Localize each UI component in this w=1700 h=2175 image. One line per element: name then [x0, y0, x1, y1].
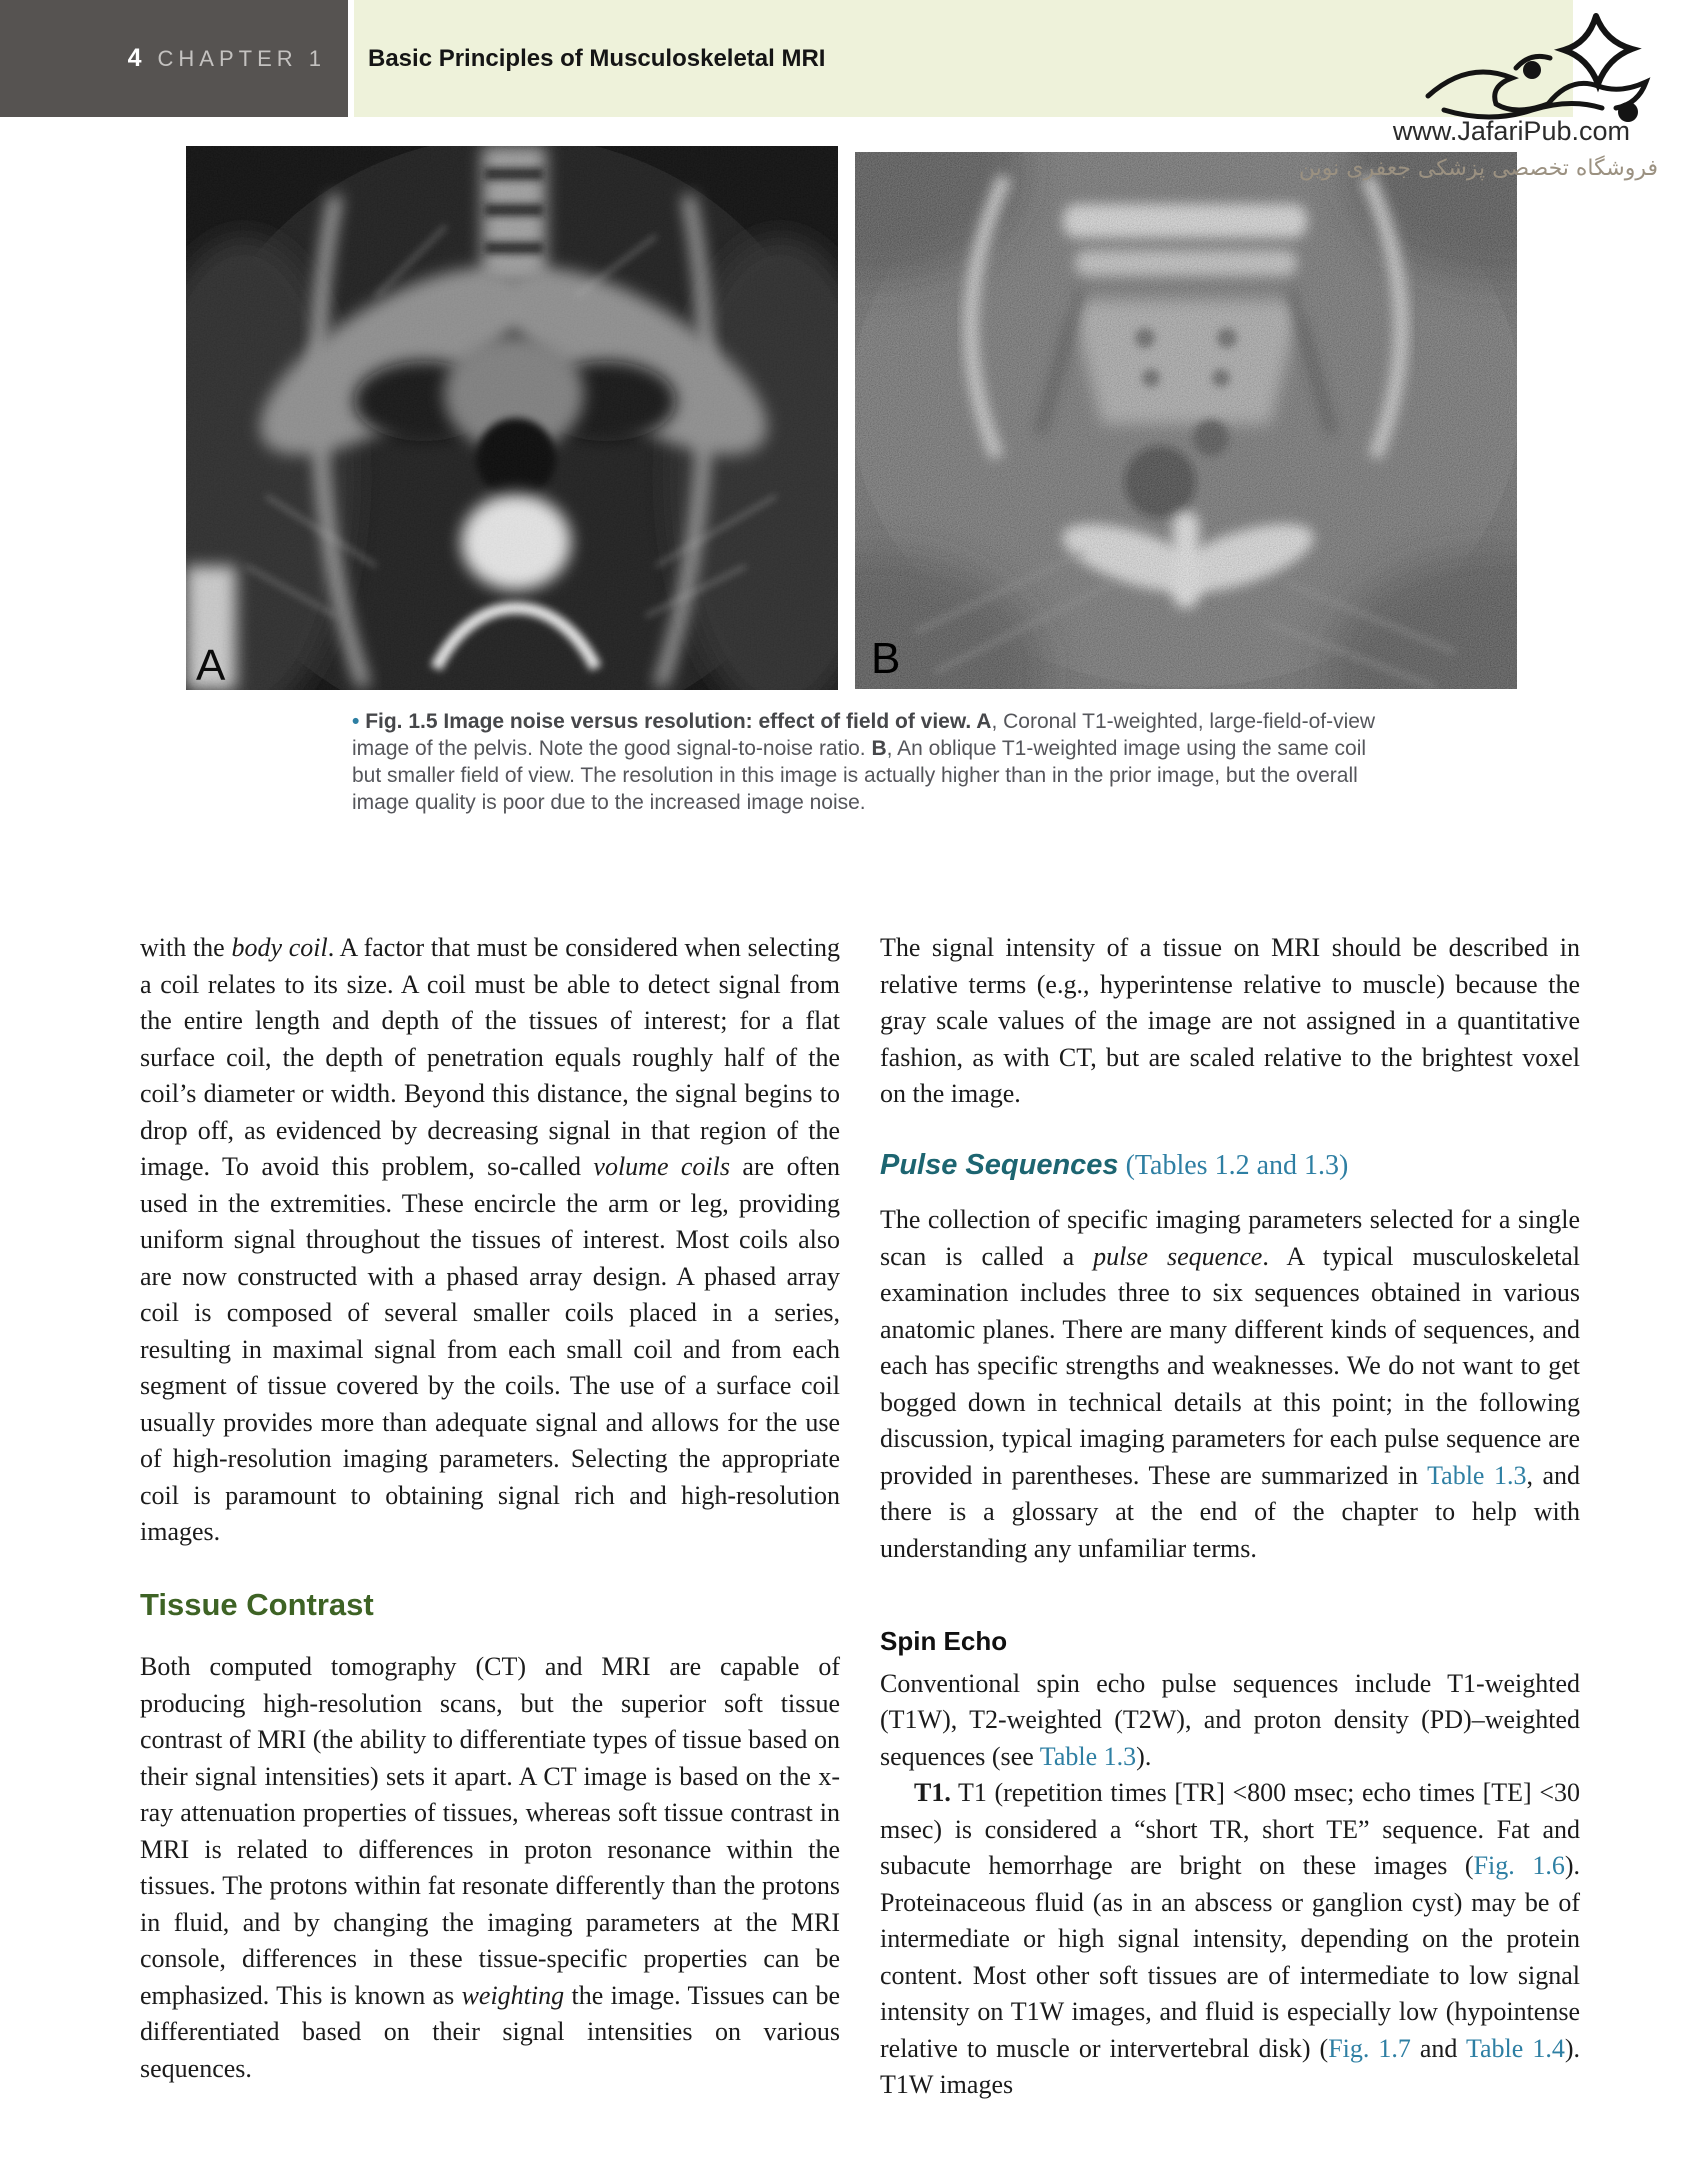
chapter-header-block — [0, 0, 348, 117]
text-segment: T1. — [914, 1778, 951, 1807]
paragraph — [140, 930, 840, 1551]
paragraph — [880, 1775, 1580, 2104]
text-segment: T1 (repetition times [TR] <800 msec; echo times [TE] <30 msec) is considered a “short TR, short TE” sequence. Fat and subacute hemorrhage are bright on these images ( — [880, 1778, 1580, 1880]
mri-panel-a — [186, 146, 838, 690]
text-segment: B — [871, 737, 887, 760]
text-segment: • — [352, 710, 366, 733]
publisher-tagline-farsi: فروشگاه تخصصی پزشکی جعفری نوین — [1298, 156, 1658, 181]
text-segment: weighting — [461, 1980, 565, 2010]
text-segment: and — [1410, 2033, 1466, 2063]
paragraph — [880, 1202, 1580, 1567]
figure-panel-label-a: A — [196, 641, 226, 690]
book-title: Basic Principles of Musculoskeletal MRI — [368, 44, 826, 72]
text-segment: , and there is a glossary at the end of the chapter to help with understanding any unfamiliar terms. — [880, 1460, 1581, 1563]
section-heading-main: Pulse Sequences — [880, 1148, 1119, 1181]
cross-reference-link[interactable]: Fig. 1.6 — [1473, 1851, 1565, 1880]
text-segment: . A factor that must be considered when selecting a coil relates to its size. A coil must be able to detect signal from the entire length and depth of the tissues of interest; for a flat surface coil, the depth of penetration equals roughly half of the coil’s diameter or width. Beyond this distance, the signal begins to drop off, as evidenced by decreasing signal in that region of the image. To avoid this problem, so-called — [140, 933, 841, 1181]
jafaripub-logo-icon — [1420, 12, 1655, 124]
text-segment: Fig. 1.5 — [365, 710, 438, 733]
text-segment: . A typical musculoskeletal examination includes three to six sequences obtained in various anatomic planes. There are many different kinds of sequences, and each has specific strengths and weaknesses. We do not want to get bogged down in technical details at this point; in the following discussion, typical imaging parameters for each pulse sequence are provided in parentheses. These are summarized in — [880, 1241, 1580, 1490]
jafaripub-calligraphy — [1420, 12, 1655, 124]
page-number: 4 — [127, 44, 142, 72]
text-segment: with the — [140, 933, 232, 962]
figure-panel-label-b: B — [871, 634, 901, 683]
publisher-website: www.JafariPub.com — [1392, 116, 1630, 146]
cross-reference-link[interactable]: Table 1.4 — [1465, 2033, 1565, 2063]
text-segment: A — [976, 710, 992, 733]
text-segment: volume coils — [593, 1152, 731, 1181]
text-segment: the image. Tissues can be differentiated based on their signal intensities on various sequences. — [140, 1980, 840, 2083]
text-segment: Conventional spin echo pulse sequences include T1-weighted (T1W), T2-weighted (T2W), and proton density (PD)–weighted sequences (see — [880, 1668, 1580, 1771]
section-heading-pulse-sequences — [880, 1147, 1580, 1185]
body-column-left — [140, 930, 840, 2087]
paragraph — [140, 1649, 840, 2087]
paragraph — [880, 1666, 1580, 1776]
figure-caption — [352, 708, 1392, 816]
text-segment: , Coronal T1-weighted, large-field-of-view image of the pelvis. Note the good signal-to-noise ratio. — [352, 710, 1376, 760]
text-segment: ). Proteinaceous fluid (as in an abscess or ganglion cyst) may be of intermediate or high signal intensity, depending on the protein content. Most other soft tissues are of intermediate to low signal intensity on T1W images, and fluid is especially low (hypointense relative to muscle or intervertebral disk) ( — [880, 1851, 1580, 2063]
text-segment: The collection of specific imaging parameters selected for a single scan is called a — [880, 1205, 1580, 1271]
body-column-right — [880, 930, 1580, 2104]
cross-reference-link[interactable]: Table 1.3 — [1039, 1741, 1137, 1771]
section-heading-table-refs[interactable]: (Tables 1.2 and 1.3) — [1118, 1149, 1349, 1181]
mri-panel-b — [855, 152, 1517, 689]
mri-scan-a-image — [186, 146, 838, 690]
text-segment: , An oblique T1-weighted image using the same coil but smaller field of view. The resolution in this image is actually higher than in the prior image, but the overall image quality is poor due to the increased image noise. — [352, 737, 1367, 814]
subsection-heading-spin-echo: Spin Echo — [880, 1626, 1008, 1656]
text-segment: The signal intensity of a tissue on MRI should be described in relative terms (e.g., hyperintense relative to muscle) because the gray scale values of the image are not assigned in a quantitative fashion, as with CT, but are scaled relative to the brightest voxel on the image. — [880, 933, 1580, 1108]
cross-reference-link[interactable]: Fig. 1.7 — [1328, 2033, 1411, 2063]
text-segment: pulse sequence — [1093, 1241, 1263, 1271]
chapter-header-band — [354, 0, 1573, 117]
text-segment: ). — [1136, 1741, 1152, 1771]
text-segment: ). T1W images — [880, 2033, 1580, 2099]
section-heading-tissue-contrast: Tissue Contrast — [140, 1586, 374, 1622]
text-segment: Image noise versus resolution: effect of field of view. — [443, 710, 977, 733]
text-segment: body coil — [231, 933, 328, 962]
chapter-label: CHAPTER 1 — [157, 45, 326, 71]
paragraph — [880, 930, 1580, 1113]
cross-reference-link[interactable]: Table 1.3 — [1427, 1460, 1527, 1490]
text-segment: are often used in the extremities. These encircle the arm or leg, providing uniform signal throughout the tissues of interest. Most coils also are now constructed with a phased array design. A phased array coil is composed of several smaller coils placed in a series, resulting in maximal signal from each small coil and from each segment of tissue covered by the coils. The use of a surface coil usually provides more than adequate signal and allows for the use of high-resolution imaging parameters. Selecting the appropriate coil is paramount to obtaining signal rich and high-resolution images. — [140, 1152, 840, 1546]
text-segment: Both computed tomography (CT) and MRI are capable of producing high-resolution scans, but the superior soft tissue contrast of MRI (the ability to differentiate types of tissue based on their signal intensities) sets it apart. A CT image is based on the x-ray attenuation properties of tissues, whereas soft tissue contrast in MRI is related to differences in proton resonance within the tissues. The protons within fat resonate differently than the protons in fluid, and by changing the imaging parameters at the MRI console, differences in these tissue-specific properties can be emphasized. This is known as — [140, 1652, 840, 2010]
mri-scan-b-image — [855, 152, 1517, 689]
